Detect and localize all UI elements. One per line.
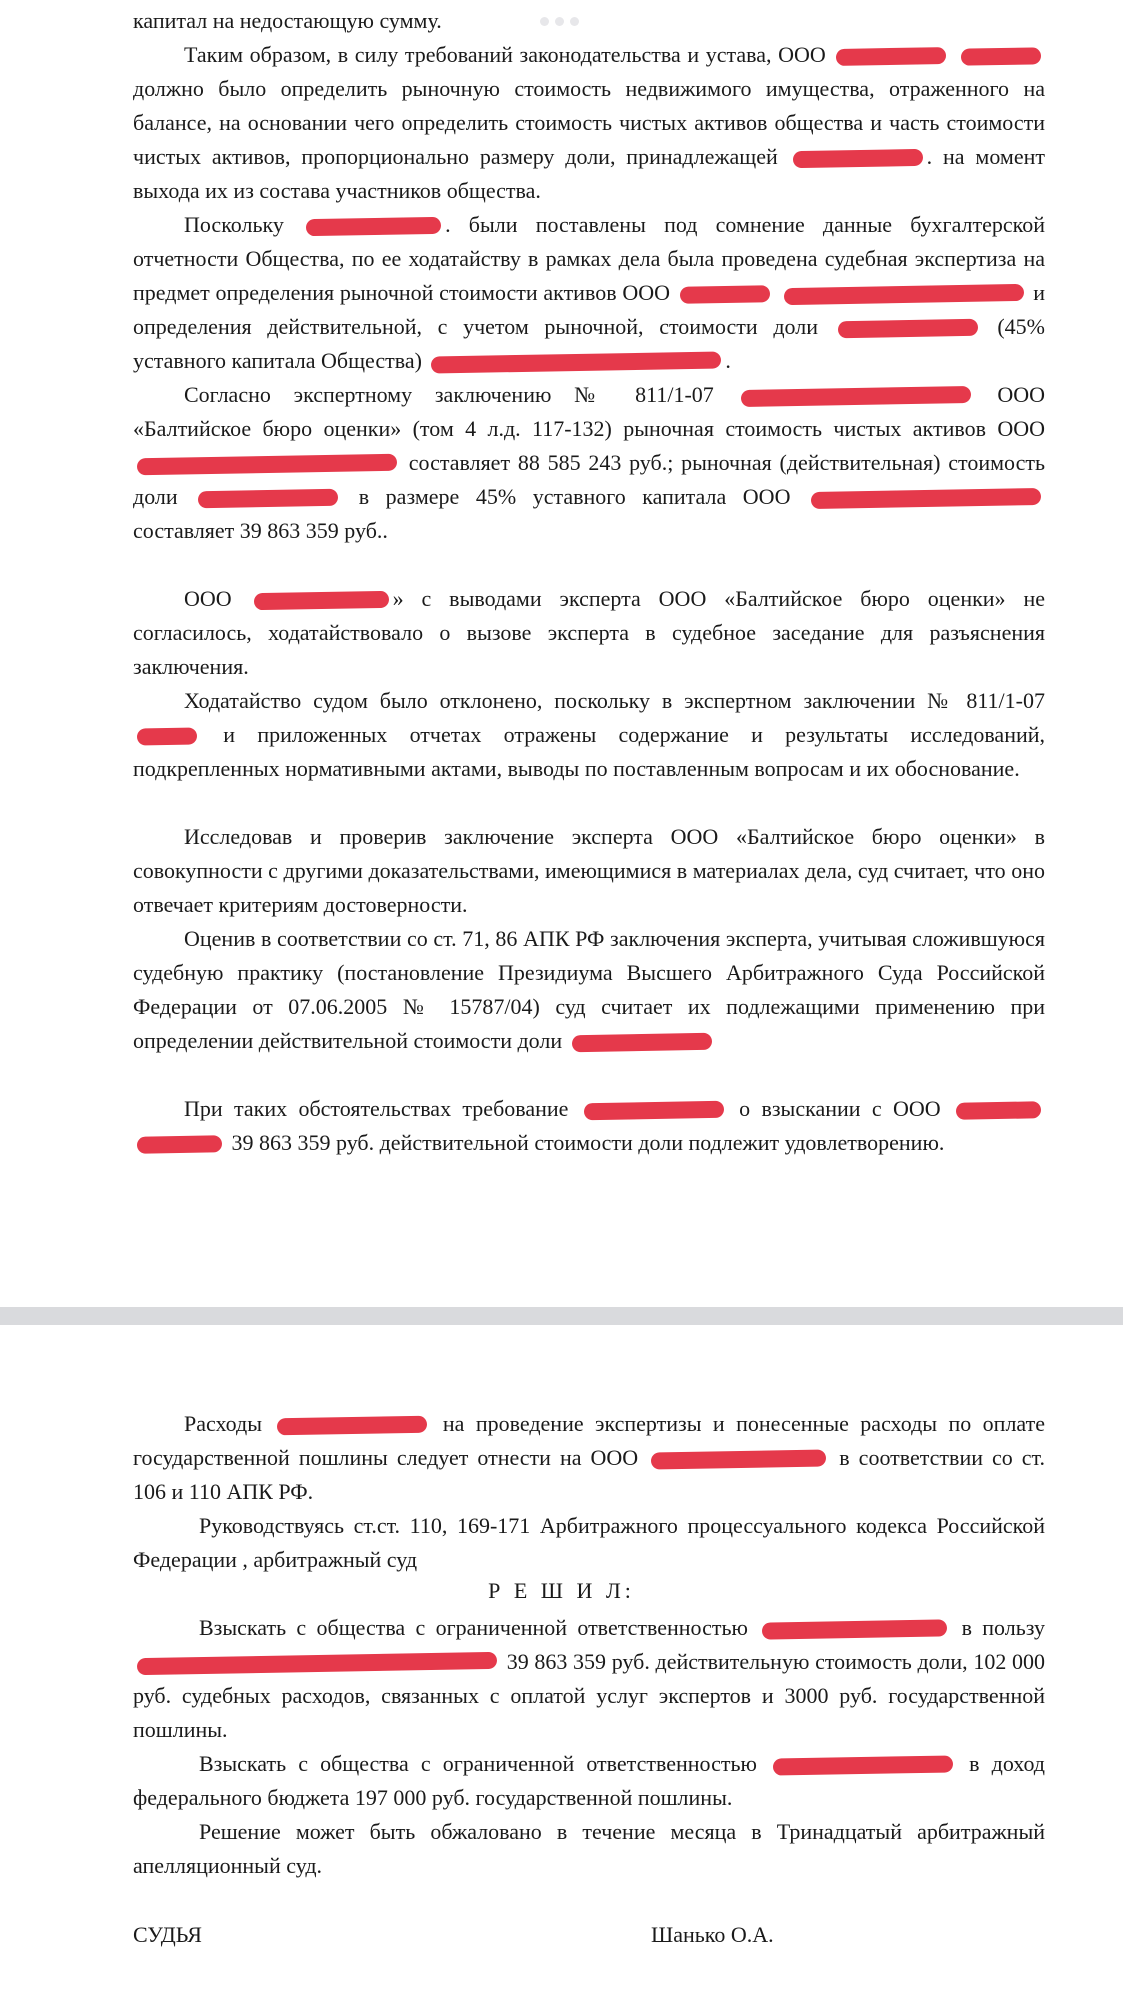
text: 39 863 359 руб. действительную стоимость доли, 102 000 руб. судебных расходов, связанных с оплатой услуг экспертов и 3000 руб. государственной пошлины. (133, 1649, 1046, 1742)
text: должно было определить рыночную стоимость недвижимого имущества, отраженного на балансе, на основании чего определить стоимость чистых активов общества и часть стоимости чистых активов, пропорционально размеру доли, принадлежащей (133, 76, 1045, 169)
text: . на момент выхода их из состава участников общества. (133, 144, 1046, 203)
redaction-mark (773, 1756, 953, 1776)
paragraph-4 (133, 582, 1045, 684)
paragraph-6 (133, 820, 1045, 922)
paragraph-3 (133, 378, 1045, 548)
redaction-mark (584, 1101, 724, 1120)
redaction-mark (811, 488, 1041, 509)
redaction-mark (836, 47, 946, 66)
redaction-mark (277, 1416, 427, 1436)
text: в соответствии со ст. 106 и 110 АПК РФ. (133, 1445, 1046, 1504)
redaction-mark (740, 386, 970, 407)
text: капитал на недостающую сумму. (133, 8, 442, 33)
text: . (725, 348, 731, 373)
redaction-mark (137, 728, 197, 746)
text: ООО (184, 586, 232, 611)
redaction-mark (198, 489, 338, 508)
paragraph-8 (133, 1092, 1045, 1160)
text: и определения действительной, с учетом рыночной, стоимости доли (133, 280, 1046, 339)
judge-label: СУДЬЯ (133, 1922, 202, 1947)
text: в пользу (961, 1615, 1045, 1640)
text: на проведение экспертизы и понесенные расходы по оплате государственной пошлины следует отнести на ООО (133, 1411, 1046, 1470)
paragraph-2 (133, 208, 1045, 378)
redaction-mark (680, 286, 770, 305)
decision-title: Р Е Ш И Л: (488, 1578, 635, 1603)
paragraph-5 (133, 684, 1045, 786)
text: в доход федерального бюджета 197 000 руб. государственной пошлины. (133, 1751, 1046, 1810)
text: о взыскании с ООО (739, 1096, 941, 1121)
paragraph-0 (133, 4, 1045, 38)
paragraph-decision-2 (133, 1747, 1045, 1815)
text: составляет 88 585 243 руб.; рыночная (действительная) стоимость доли (133, 450, 1046, 509)
page-separator (0, 1307, 1123, 1325)
redaction-mark (253, 591, 388, 610)
text: и приложенных отчетах отражены содержание и результаты исследований, подкрепленных нормативными актами, выводы по поставленным вопросам и их обоснование. (133, 722, 1046, 781)
text: Взыскать с общества с ограниченной ответственностью (199, 1751, 757, 1776)
text: в размере 45% уставного капитала ООО (358, 484, 791, 509)
redaction-mark (956, 1102, 1041, 1120)
paragraph-appeal (133, 1815, 1045, 1883)
paragraph-1 (133, 38, 1045, 208)
text: ООО «Балтийское бюро оценки» (том 4 л.д. 117-132) рыночная стоимость чистых активов ООО (133, 382, 1046, 441)
text: составляет 39 863 359 руб.. (133, 518, 388, 543)
text: Взыскать с общества с ограниченной ответственностью (199, 1615, 748, 1640)
redaction-mark (651, 1450, 826, 1470)
text: Решение может быть обжаловано в течение месяца в Тринадцатый арбитражный апелляционный суд. (133, 1819, 1045, 1878)
redaction-mark (783, 284, 1023, 305)
redaction-mark (137, 1136, 222, 1154)
text: Исследовав и проверив заключение эксперта ООО «Балтийское бюро оценки» в совокупности с другими доказательствами, имеющимися в материалах дела, суд считает, что оно отвечает критериям достоверности. (133, 824, 1045, 917)
text: Ходатайство судом было отклонено, поскольку в экспертном заключении № 811/1-07 (184, 688, 1045, 713)
text: . были поставлены под сомнение данные бухгалтерской отчетности Общества, по ее ходатайству в рамках дела была проведена судебная экспертиза на предмет определения рыночной стоимости активов ООО (133, 212, 1045, 305)
redaction-mark (762, 1620, 947, 1640)
paragraph-expenses (133, 1407, 1045, 1509)
paragraph-decision-1 (133, 1611, 1045, 1747)
redaction-mark (961, 48, 1041, 66)
redaction-mark (306, 217, 441, 236)
text: Таким образом, в силу требований законодательства и устава, ООО (184, 42, 826, 67)
text: Оценив в соответствии со ст. 71, 86 АПК РФ заключения эксперта, учитывая сложившуюся судебную практику (постановление Президиума Высшего Арбитражного Суда Российской Федерации от 07.06.2005 № 15787/04) суд считает их подлежащими применению при определении действительной стоимости доли (133, 926, 1045, 1053)
paragraph-guided-by (133, 1509, 1045, 1577)
text: Согласно экспертному заключению № 811/1-07 (184, 382, 714, 407)
text: Поскольку (184, 212, 284, 237)
redaction-mark (137, 1652, 497, 1675)
judge-name: Шанько О.А. (651, 1922, 774, 1947)
redaction-mark (793, 149, 923, 168)
text: При таких обстоятельствах требование (184, 1096, 569, 1121)
paragraph-7 (133, 922, 1045, 1058)
redaction-mark (431, 352, 721, 374)
text: » с выводами эксперта ООО «Балтийское бюро оценки» не согласилось, ходатайствовало о вызове эксперта в судебное заседание для разъяснения заключения. (133, 586, 1046, 679)
redaction-mark (571, 1033, 711, 1052)
document-page-2 (0, 1325, 1123, 2008)
redaction-mark (838, 319, 978, 338)
text: Руководствуясь ст.ст. 110, 169-171 Арбитражного процессуального кодекса Российской Федерации , арбитражный суд (133, 1513, 1045, 1572)
text: Расходы (184, 1411, 262, 1436)
redaction-mark (137, 454, 397, 476)
text: 39 863 359 руб. действительной стоимости доли подлежит удовлетворению. (231, 1130, 945, 1155)
text: (45% уставного капитала Общества) (133, 314, 1046, 373)
